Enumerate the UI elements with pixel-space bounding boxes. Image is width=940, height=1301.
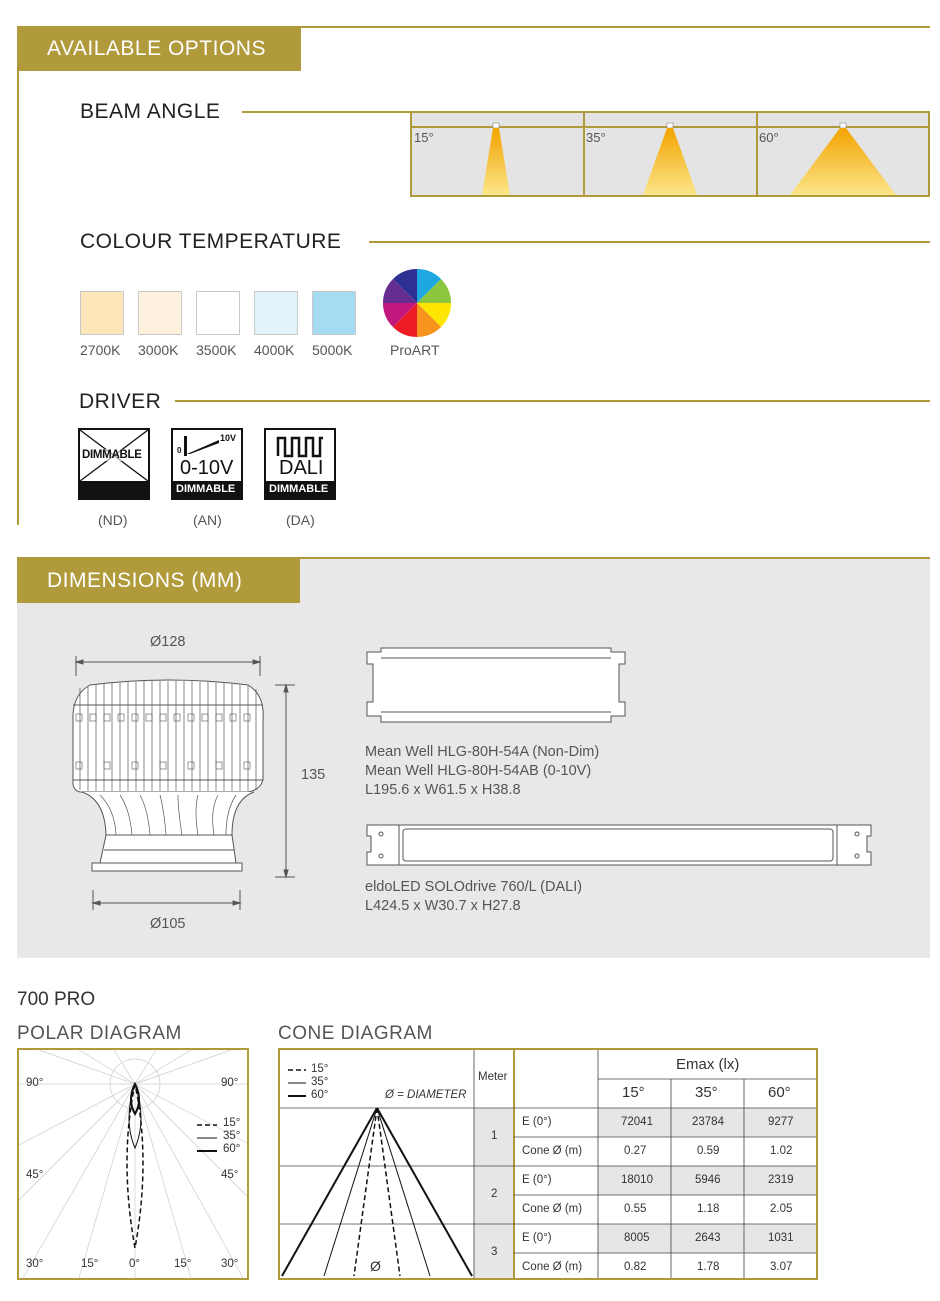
row2-e-35: 5946 bbox=[695, 1174, 721, 1186]
driver-da-sub: DIMMABLE bbox=[269, 483, 329, 495]
beam-angle-rule bbox=[242, 111, 410, 113]
polar-title: POLAR DIAGRAM bbox=[17, 1023, 182, 1044]
polar-label-b0: 0° bbox=[129, 1258, 140, 1270]
swatch-5000k[interactable] bbox=[312, 291, 356, 335]
row1-e-15: 72041 bbox=[621, 1116, 653, 1128]
driver2-line2: L424.5 x W30.7 x H27.8 bbox=[365, 898, 521, 914]
driver-rule bbox=[175, 400, 930, 402]
colour-temp-title: COLOUR TEMPERATURE bbox=[80, 230, 342, 253]
polar-legend-15: 15° bbox=[223, 1117, 241, 1129]
row3-e-label: E (0°) bbox=[522, 1232, 552, 1244]
dimensions-header: DIMENSIONS (MM) bbox=[17, 559, 300, 603]
driver-an-scale-high: 10V bbox=[220, 433, 237, 443]
swatch-3500k[interactable] bbox=[196, 291, 240, 335]
row2-c-35: 1.18 bbox=[697, 1203, 720, 1215]
cone-legend-60: 60° bbox=[311, 1089, 329, 1101]
row1-c-60: 1.02 bbox=[770, 1145, 793, 1157]
row3-c-label: Cone Ø (m) bbox=[522, 1261, 583, 1273]
product-name: 700 PRO bbox=[17, 989, 96, 1010]
driver-an-sub: DIMMABLE bbox=[176, 483, 236, 495]
row3-c-60: 3.07 bbox=[770, 1261, 793, 1273]
cone-title: CONE DIAGRAM bbox=[278, 1023, 433, 1044]
options-left-rule bbox=[17, 26, 19, 525]
driver-title: DRIVER bbox=[79, 390, 162, 413]
height-label: 135 bbox=[301, 767, 326, 783]
driver-nd-icon-text: DIMMABLE bbox=[82, 449, 142, 461]
driver-da-main: DALI bbox=[279, 457, 324, 479]
driver1-drawing bbox=[363, 646, 633, 726]
polar-label-b15r: 15° bbox=[174, 1258, 192, 1270]
driver1-line2: Mean Well HLG-80H-54AB (0-10V) bbox=[365, 763, 592, 779]
row1-e-35: 23784 bbox=[692, 1116, 724, 1128]
row3-c-15: 0.82 bbox=[624, 1261, 647, 1273]
driver-da-code: (DA) bbox=[286, 512, 315, 528]
row2-c-60: 2.05 bbox=[770, 1203, 793, 1215]
driver-nd-icon[interactable] bbox=[78, 428, 150, 500]
options-header: AVAILABLE OPTIONS bbox=[17, 27, 301, 71]
meter-1: 1 bbox=[491, 1130, 498, 1142]
row2-c-label: Cone Ø (m) bbox=[522, 1203, 583, 1215]
top-diameter-label: Ø128 bbox=[150, 634, 186, 650]
cone-diameter-symbol: Ø bbox=[370, 1258, 381, 1274]
row3-e-60: 1031 bbox=[768, 1232, 794, 1244]
polar-diagram bbox=[17, 1048, 249, 1280]
driver-an-main: 0-10V bbox=[180, 457, 234, 479]
cone-diagram bbox=[278, 1048, 818, 1280]
proart-label: ProART bbox=[390, 342, 440, 358]
polar-label-right45: 45° bbox=[221, 1169, 239, 1181]
swatch-2700k-label: 2700K bbox=[80, 342, 121, 358]
driver2-drawing bbox=[363, 822, 875, 868]
emax-header: Emax (lx) bbox=[676, 1056, 740, 1073]
driver1-text bbox=[365, 743, 599, 800]
polar-label-left45: 45° bbox=[26, 1169, 44, 1181]
beam-angle-panel bbox=[410, 111, 930, 197]
luminaire-drawing bbox=[60, 650, 310, 920]
cone-legend-35: 35° bbox=[311, 1076, 329, 1088]
row1-c-15: 0.27 bbox=[624, 1145, 647, 1157]
colour-temp-rule bbox=[369, 241, 930, 243]
row2-e-label: E (0°) bbox=[522, 1174, 552, 1186]
row2-e-60: 2319 bbox=[768, 1174, 794, 1186]
driver1-line1: Mean Well HLG-80H-54A (Non-Dim) bbox=[365, 744, 600, 760]
row1-e-label: E (0°) bbox=[522, 1116, 552, 1128]
meter-2: 2 bbox=[491, 1188, 498, 1200]
meter-header: Meter bbox=[478, 1071, 508, 1083]
proart-color-wheel-icon[interactable] bbox=[382, 268, 452, 338]
polar-legend-60: 60° bbox=[223, 1143, 241, 1155]
driver2-line1: eldoLED SOLOdrive 760/L (DALI) bbox=[365, 879, 583, 895]
driver2-text bbox=[365, 878, 582, 916]
row3-c-35: 1.78 bbox=[697, 1261, 720, 1273]
polar-label-left90: 90° bbox=[26, 1077, 44, 1089]
cone-diameter-note: Ø = DIAMETER bbox=[385, 1089, 467, 1101]
row1-c-label: Cone Ø (m) bbox=[522, 1145, 583, 1157]
beam-15-label: 15° bbox=[414, 130, 434, 145]
bottom-diameter-label: Ø105 bbox=[150, 916, 186, 932]
driver-an-code: (AN) bbox=[193, 512, 222, 528]
row3-e-35: 2643 bbox=[695, 1232, 721, 1244]
beam-35-label: 35° bbox=[586, 130, 606, 145]
row1-e-60: 9277 bbox=[768, 1116, 794, 1128]
beam-cones-graphic bbox=[412, 113, 928, 195]
swatch-4000k[interactable] bbox=[254, 291, 298, 335]
polar-label-b15l: 15° bbox=[81, 1258, 99, 1270]
row1-c-35: 0.59 bbox=[697, 1145, 720, 1157]
angle-35-header: 35° bbox=[695, 1084, 718, 1101]
beam-angle-title: BEAM ANGLE bbox=[80, 100, 221, 123]
polar-legend-35: 35° bbox=[223, 1130, 241, 1142]
row2-e-15: 18010 bbox=[621, 1174, 653, 1186]
swatch-3500k-label: 3500K bbox=[196, 342, 237, 358]
swatch-2700k[interactable] bbox=[80, 291, 124, 335]
driver-an-icon[interactable] bbox=[171, 428, 243, 500]
cone-legend-15: 15° bbox=[311, 1063, 329, 1075]
driver1-line3: L195.6 x W61.5 x H38.8 bbox=[365, 782, 521, 798]
polar-label-right90: 90° bbox=[221, 1077, 239, 1089]
driver-da-icon[interactable] bbox=[264, 428, 336, 500]
polar-label-b30l: 30° bbox=[26, 1258, 44, 1270]
swatch-5000k-label: 5000K bbox=[312, 342, 353, 358]
row3-e-15: 8005 bbox=[624, 1232, 650, 1244]
polar-label-b30r: 30° bbox=[221, 1258, 239, 1270]
meter-3: 3 bbox=[491, 1246, 498, 1258]
swatch-3000k[interactable] bbox=[138, 291, 182, 335]
row2-c-15: 0.55 bbox=[624, 1203, 647, 1215]
driver-an-scale-low: 0 bbox=[177, 446, 182, 455]
swatch-4000k-label: 4000K bbox=[254, 342, 295, 358]
angle-60-header: 60° bbox=[768, 1084, 791, 1101]
angle-15-header: 15° bbox=[622, 1084, 645, 1101]
beam-60-label: 60° bbox=[759, 130, 779, 145]
swatch-3000k-label: 3000K bbox=[138, 342, 179, 358]
driver-nd-code: (ND) bbox=[98, 512, 128, 528]
